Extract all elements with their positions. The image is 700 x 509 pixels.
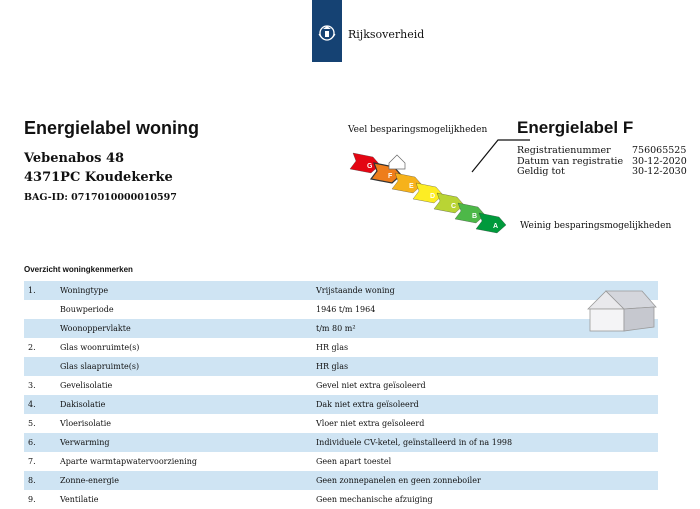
registration-table	[517, 146, 692, 178]
registration-row	[517, 167, 692, 178]
label-step-letter: B	[472, 213, 478, 220]
row-label: Gevelisolatie	[60, 381, 113, 390]
row-value: Gevel niet extra geïsoleerd	[316, 381, 426, 390]
label-step-letter: E	[409, 183, 414, 190]
address-postcode-city: 4371PC Koudekerke	[24, 170, 173, 185]
many-savings-label: Veel besparingsmogelijkheden	[348, 125, 488, 135]
row-number: 3.	[28, 381, 36, 390]
energy-label-title: Energielabel F	[517, 118, 634, 137]
row-number: 6.	[28, 438, 36, 447]
row-label: Dakisolatie	[60, 400, 106, 409]
row-value: Individuele CV-ketel, geïnstalleerd in of na 1998	[316, 438, 513, 447]
row-label: Verwarming	[60, 438, 110, 447]
table-row	[24, 376, 658, 395]
address-street: Vebenabos 48	[24, 151, 125, 166]
table-row	[24, 319, 658, 338]
row-value: Geen mechanische afzuiging	[316, 495, 433, 504]
house-marker-icon	[389, 155, 405, 169]
label-step-b	[455, 203, 485, 223]
row-value: t/m 80 m²	[316, 324, 356, 333]
table-row	[24, 300, 658, 319]
table-row	[24, 281, 658, 300]
registration-row	[517, 146, 692, 157]
row-value: Vrijstaande woning	[316, 286, 395, 295]
table-row	[24, 357, 658, 376]
row-number: 1.	[28, 286, 36, 295]
label-step-d	[413, 183, 443, 203]
row-label: Glas slaapruimte(s)	[60, 362, 140, 371]
label-step-a	[476, 213, 506, 233]
table-row	[24, 452, 658, 471]
label-step-letter: F	[388, 173, 393, 180]
label-step-letter: D	[430, 193, 436, 200]
label-step-e	[392, 173, 422, 193]
label-step-letter: A	[493, 223, 499, 230]
logo-bar	[312, 0, 342, 62]
overview-table	[24, 281, 658, 509]
registration-value: 30-12-2020	[632, 155, 687, 167]
row-number: 2.	[28, 343, 36, 352]
registration-key: Registratienummer	[517, 145, 611, 156]
label-step-letter: C	[451, 203, 457, 210]
row-label: Woningtype	[60, 286, 109, 295]
table-row	[24, 433, 658, 452]
row-label: Vloerisolatie	[60, 419, 112, 428]
house-icon	[584, 283, 658, 335]
row-value: Vloer niet extra geïsoleerd	[316, 419, 425, 428]
row-label: Ventilatie	[60, 495, 99, 504]
row-value: HR glas	[316, 362, 349, 371]
row-number: 8.	[28, 476, 36, 485]
row-label: Zonne-energie	[60, 476, 119, 485]
label-step-c	[434, 193, 464, 213]
row-value: Dak niet extra geïsoleerd	[316, 400, 419, 409]
table-row	[24, 414, 658, 433]
coat-of-arms-icon	[316, 22, 338, 44]
table-row	[24, 471, 658, 490]
registration-value: 30-12-2030	[632, 166, 687, 177]
row-value: 1946 t/m 1964	[316, 305, 376, 314]
page-title: Energielabel woning	[24, 118, 200, 138]
row-number: 9.	[28, 495, 36, 504]
row-label: Bouwperiode	[60, 305, 114, 314]
row-label: Glas woonruimte(s)	[60, 343, 140, 352]
row-number: 5.	[28, 419, 36, 428]
row-label: Aparte warmtapwatervoorziening	[60, 457, 197, 466]
registration-value: 756065525	[632, 145, 687, 156]
logo-text: Rijksoverheid	[348, 28, 425, 41]
row-number: 4.	[28, 400, 36, 409]
row-value: Geen zonnepanelen en geen zonneboiler	[316, 476, 481, 485]
row-value: Geen apart toestel	[316, 457, 392, 466]
bag-id: BAG-ID: 0717010000010597	[24, 192, 177, 203]
row-label: Woonoppervlakte	[60, 324, 131, 333]
registration-key: Geldig tot	[517, 166, 565, 177]
table-row	[24, 395, 658, 414]
overview-heading: Overzicht woningkenmerken	[24, 265, 133, 274]
few-savings-label: Weinig besparingsmogelijkheden	[520, 221, 672, 231]
label-step-letter: G	[367, 163, 373, 170]
registration-key: Datum van registratie	[517, 155, 624, 167]
row-number: 7.	[28, 457, 36, 466]
table-row	[24, 338, 658, 357]
row-value: HR glas	[316, 343, 349, 352]
